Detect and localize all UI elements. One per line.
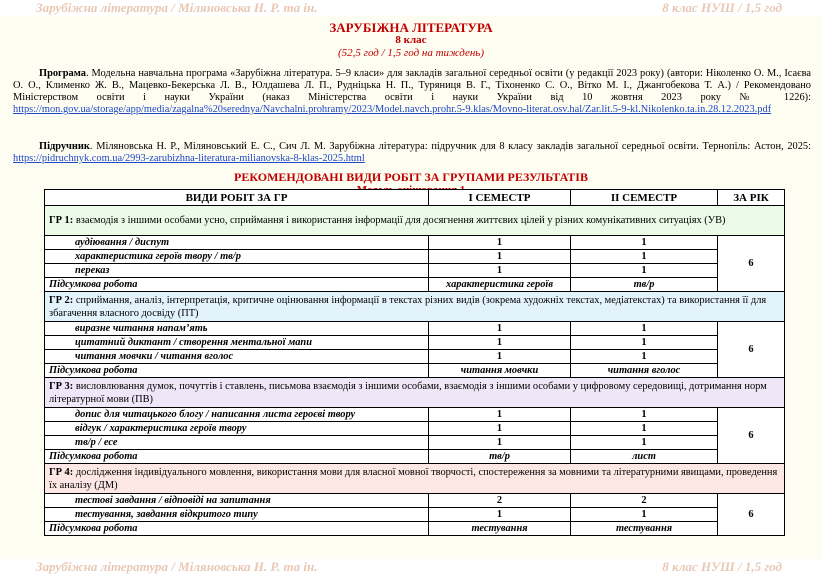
year-total: 6 [718, 322, 785, 378]
final-work-semester-2: лист [571, 450, 718, 464]
group-row [45, 292, 785, 322]
semester-2-count: 1 [571, 422, 718, 436]
activity-row [45, 250, 785, 264]
document-title: ЗАРУБІЖНА ЛІТЕРАТУРА [329, 20, 493, 35]
group-code: ГР 3: [49, 380, 74, 392]
header-year: ЗА РІК [718, 190, 785, 206]
final-work-label: Підсумкова робота [45, 278, 429, 292]
activity-name: аудіювання / диспут [45, 236, 429, 250]
final-work-label: Підсумкова робота [45, 364, 429, 378]
semester-1-count: 1 [429, 422, 571, 436]
group-code: ГР 2: [49, 294, 74, 306]
activity-name: тв/р / есе [45, 436, 429, 450]
final-work-semester-1: тестування [429, 522, 571, 536]
semester-1-count: 1 [429, 508, 571, 522]
final-work-row [45, 364, 785, 378]
program-text: . Модельна навчальна програма «Зарубіжна література. 5–9 класи» для закладів загальної середньої освіти (у редакції 2023 року) (автори: Ніколенко О. М., Ісаєва О. О., Клименко Ж. В., Мацевко-Бекерська Л. В., Юлдашева Л. П., Рудніцька Н. П., Туряниця В. Г., Тіхоненко С. О., Вітко М. І., Джангобекова Т. А.) / Рекомендовано Міністерством освіти і науки України (наказ Міністерства освіти і науки України від 10 жовтня 2023 року № 1226): [13, 68, 811, 103]
final-work-semester-2: тв/р [571, 278, 718, 292]
activity-row [45, 494, 785, 508]
group-row [45, 464, 785, 494]
semester-1-count: 1 [429, 408, 571, 422]
page-header [0, 0, 822, 16]
semester-1-count: 1 [429, 322, 571, 336]
activity-row [45, 508, 785, 522]
semester-2-count: 1 [571, 336, 718, 350]
table-header-row [45, 190, 785, 206]
hours-label: (52,5 год / 1,5 год на тиждень) [338, 47, 484, 59]
semester-2-count: 1 [571, 350, 718, 364]
activity-name: тестування, завдання відкритого типу [45, 508, 429, 522]
activity-name: тестові завдання / відповіді на запитання [45, 494, 429, 508]
activity-row [45, 408, 785, 422]
final-work-row [45, 278, 785, 292]
group-text: взаємодія з іншими особами усно, сприймання і використання інформації для досягнення життєвих цілей у різних комунікативних ситуаціях (УВ) [73, 215, 726, 226]
section-title: РЕКОМЕНДОВАНІ ВИДИ РОБІТ ЗА ГРУПАМИ РЕЗУЛЬТАТІВ [234, 170, 588, 184]
header-right-text: 8 клас НУШ / 1,5 год [662, 0, 782, 15]
semester-2-count: 1 [571, 250, 718, 264]
activity-name: читання мовчки / читання вголос [45, 350, 429, 364]
activity-name: відгук / характеристика героїв твору [45, 422, 429, 436]
group-row [45, 206, 785, 236]
semester-2-count: 1 [571, 408, 718, 422]
group-row [45, 378, 785, 408]
semester-2-count: 2 [571, 494, 718, 508]
activity-name: допис для читацького блогу / написання листа героєві твору [45, 408, 429, 422]
group-text: висловлювання думок, почуттів і ставлень, письмова взаємодія з іншими особами, взаємодія з іншими особами у цифровому середовищі, дотримання норм літературної мови (ПВ) [49, 380, 767, 405]
final-work-semester-1: тв/р [429, 450, 571, 464]
semester-2-count: 1 [571, 436, 718, 450]
final-work-semester-1: читання мовчки [429, 364, 571, 378]
activity-row [45, 422, 785, 436]
semester-1-count: 1 [429, 350, 571, 364]
semester-1-count: 1 [429, 336, 571, 350]
header-work-types: ВИДИ РОБІТ ЗА ГР [45, 190, 429, 206]
header-semester-1: І СЕМЕСТР [429, 190, 571, 206]
activity-name: виразне читання напам’ять [45, 322, 429, 336]
activity-row [45, 436, 785, 450]
semester-1-count: 2 [429, 494, 571, 508]
program-paragraph [13, 68, 811, 116]
year-total: 6 [718, 236, 785, 292]
final-work-row [45, 450, 785, 464]
semester-2-count: 1 [571, 322, 718, 336]
final-work-semester-2: читання вголос [571, 364, 718, 378]
semester-1-count: 1 [429, 250, 571, 264]
group-description [45, 206, 785, 236]
semester-1-count: 1 [429, 264, 571, 278]
page-footer [0, 559, 822, 575]
textbook-text: . Міляновська Н. Р., Міляновський Е. С., Сич Л. М. Зарубіжна література: підручник для 8 класу закладів загальної середньої освіти. Тернопіль: Астон, 2025: [89, 141, 811, 152]
activity-name: характеристика героїв твору / тв/р [45, 250, 429, 264]
grade-label: 8 клас [395, 34, 427, 46]
semester-1-count: 1 [429, 236, 571, 250]
final-work-label: Підсумкова робота [45, 450, 429, 464]
header-semester-2: ІІ СЕМЕСТР [571, 190, 718, 206]
group-description [45, 464, 785, 494]
year-total: 6 [718, 494, 785, 536]
year-total: 6 [718, 408, 785, 464]
group-text: сприймання, аналіз, інтерпретація, критичне оцінювання інформації в текстах різних видів (зокрема художніх текстах, медіатекстах) та використання її для збагачення власного досвіду (ПТ) [49, 294, 767, 319]
semester-2-count: 1 [571, 264, 718, 278]
textbook-label: Підручник [39, 141, 90, 152]
activity-name: переказ [45, 264, 429, 278]
textbook-link[interactable]: https://pidruchnyk.com.ua/2993-zarubizhna-literatura-milianovska-8-klas-2025.html [13, 153, 365, 164]
group-text: дослідження індивідуального мовлення, використання мови для власної мовної творчості, спостереження за мовними та літературними явищами, проведення їх аналізу (ДМ) [49, 466, 778, 491]
activity-row [45, 350, 785, 364]
footer-right-text: 8 клас НУШ / 1,5 год [662, 559, 782, 574]
semester-2-count: 1 [571, 236, 718, 250]
group-description [45, 292, 785, 322]
final-work-semester-1: характеристика героїв [429, 278, 571, 292]
activity-row [45, 236, 785, 250]
semester-1-count: 1 [429, 436, 571, 450]
activity-row [45, 264, 785, 278]
final-work-semester-2: тестування [571, 522, 718, 536]
group-code: ГР 1: [49, 215, 74, 226]
activity-row [45, 322, 785, 336]
table-body [45, 206, 785, 536]
program-label: Програма [39, 68, 86, 79]
activity-row [45, 336, 785, 350]
group-code: ГР 4: [49, 466, 74, 478]
semester-2-count: 1 [571, 508, 718, 522]
textbook-paragraph [13, 141, 811, 165]
results-table [44, 189, 785, 536]
final-work-row [45, 522, 785, 536]
group-description [45, 378, 785, 408]
program-link[interactable]: https://mon.gov.ua/storage/app/media/zagalna%20serednya/Navchalni.prohramy/2023/Model.navch.prohr.5-9.klas/Movno-literat.osv.hal/Zar.lit.5-9-kl.Nikolenko.ta.in.28.12.2023.pdf [13, 104, 772, 115]
activity-name: цитатний диктант / створення ментальної мапи [45, 336, 429, 350]
final-work-label: Підсумкова робота [45, 522, 429, 536]
footer-left-text: Зарубіжна література / Міляновська Н. Р. та ін. [36, 559, 318, 574]
header-left-text: Зарубіжна література / Міляновська Н. Р. та ін. [36, 0, 318, 15]
